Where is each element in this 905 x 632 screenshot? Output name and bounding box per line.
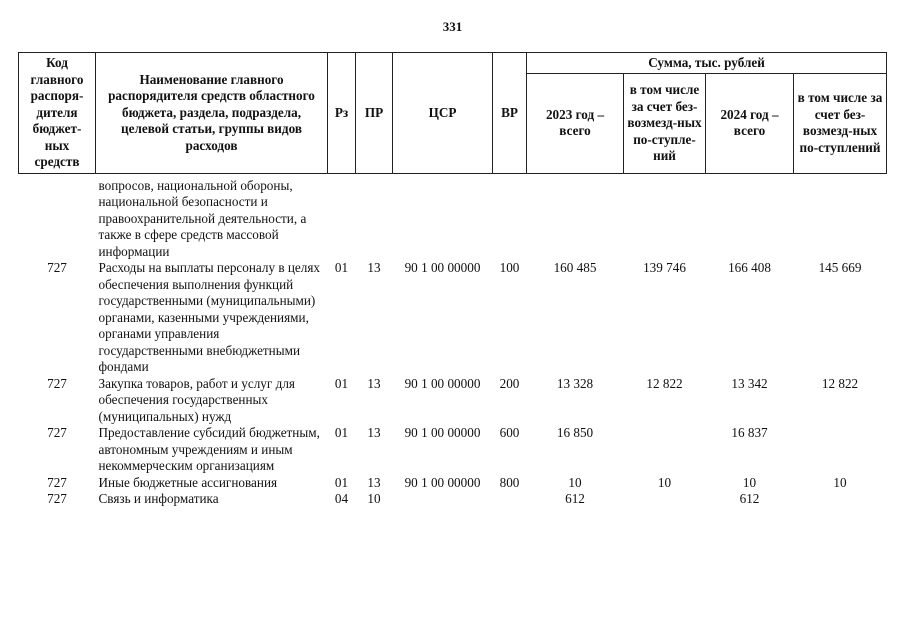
cell-2024-free: 145 669 bbox=[818, 260, 862, 275]
header-name: Наименование главного распорядителя средств областного бюджета, раздела, подраздела, целевой статьи, группы видов расходов bbox=[96, 53, 328, 174]
cell-2024-free: 10 bbox=[833, 474, 847, 490]
cell-2024-total: 612 bbox=[739, 491, 760, 506]
cell-2023-free: 10 bbox=[657, 474, 672, 490]
cell-csr bbox=[393, 491, 493, 508]
cell-2024-total: 166 408 bbox=[728, 260, 771, 275]
header-pr: ПР bbox=[356, 53, 393, 174]
cell-2023-total: 16 850 bbox=[556, 425, 594, 440]
cell-pr: 13 bbox=[367, 375, 381, 391]
header-vr: ВР bbox=[493, 53, 527, 174]
cell-csr: 90 1 00 00000 bbox=[404, 260, 481, 275]
header-2024-total: 2024 год – всего bbox=[706, 74, 794, 174]
cell-pr: 13 bbox=[367, 260, 381, 275]
cell-2023-total: 612 bbox=[565, 491, 585, 506]
cell-rz: 01 bbox=[334, 474, 349, 490]
cell-vr: 800 bbox=[499, 474, 520, 490]
page-number: 331 bbox=[442, 19, 463, 34]
cell-vr: 600 bbox=[499, 425, 520, 440]
cell-2023-free bbox=[624, 425, 706, 475]
cell-vr: 100 bbox=[499, 260, 520, 275]
header-sum-group: Сумма, тыс. рублей bbox=[527, 53, 887, 74]
cell-name: вопросов, национальной обороны, национальной безопасности и правоохранительной деятельности, а также в сфере средств массовой информации bbox=[98, 177, 307, 259]
cell-2023-total: 13 328 bbox=[556, 375, 594, 391]
cell-2023-free bbox=[624, 491, 706, 508]
cell-2023-free: 12 822 bbox=[646, 375, 683, 391]
cell-code: 727 bbox=[47, 425, 67, 440]
table-row bbox=[19, 425, 887, 475]
cell-rz: 01 bbox=[334, 425, 349, 440]
cell-code: 727 bbox=[47, 491, 67, 506]
budget-table bbox=[18, 52, 887, 508]
cell-2023-free bbox=[624, 173, 706, 260]
cell-2024-total: 13 342 bbox=[731, 375, 768, 391]
cell-rz: 01 bbox=[334, 260, 349, 275]
header-csr: ЦСР bbox=[393, 53, 493, 174]
cell-2023-total: 160 485 bbox=[553, 260, 597, 275]
header-2023-free: в том числе за счет без-возмезд-ных по-ступле-ний bbox=[624, 74, 706, 174]
header-2023-total: 2023 год – всего bbox=[527, 74, 624, 174]
cell-2023-free: 139 746 bbox=[643, 260, 686, 275]
cell-2024-total: 10 bbox=[742, 474, 757, 490]
table-row bbox=[19, 475, 887, 492]
cell-2023-total bbox=[527, 173, 624, 260]
cell-pr: 10 bbox=[367, 491, 381, 506]
cell-2024-free: 12 822 bbox=[821, 375, 859, 391]
table-row bbox=[19, 173, 887, 260]
cell-csr: 90 1 00 00000 bbox=[404, 425, 481, 440]
table-row bbox=[19, 376, 887, 426]
cell-2024-free bbox=[794, 173, 887, 260]
cell-name: Расходы на выплаты персоналу в целях обеспечения выполнения функций государственными (муниципальными) органами, казенными учреждениями, органами управления государственными внебюджетными фондами bbox=[98, 260, 321, 374]
cell-2024-free bbox=[794, 425, 887, 475]
cell-code bbox=[19, 173, 96, 260]
cell-code: 727 bbox=[47, 375, 67, 391]
cell-csr: 90 1 00 00000 bbox=[404, 474, 481, 490]
cell-pr bbox=[356, 173, 393, 260]
cell-pr: 13 bbox=[367, 474, 381, 490]
cell-code: 727 bbox=[47, 260, 67, 275]
cell-rz: 01 bbox=[334, 375, 349, 391]
cell-2024-free bbox=[794, 491, 887, 508]
table-body bbox=[19, 173, 887, 508]
cell-name: Иные бюджетные ассигнования bbox=[98, 474, 278, 490]
cell-2024-total bbox=[706, 173, 794, 260]
cell-csr bbox=[393, 173, 493, 260]
cell-2023-total: 10 bbox=[568, 474, 582, 490]
table-row bbox=[19, 260, 887, 376]
header-rz: Рз bbox=[328, 53, 356, 174]
cell-name: Предоставление субсидий бюджетным, автономным учреждениям и иным некоммерческим организациям bbox=[98, 425, 320, 473]
cell-rz: 04 bbox=[334, 491, 349, 506]
cell-vr: 200 bbox=[499, 375, 520, 391]
table-row bbox=[19, 491, 887, 508]
cell-rz bbox=[328, 173, 356, 260]
cell-vr bbox=[493, 173, 527, 260]
table-header bbox=[19, 53, 887, 174]
cell-name: Закупка товаров, работ и услуг для обеспечения государственных (муниципальных) нужд bbox=[98, 375, 295, 424]
cell-csr: 90 1 00 00000 bbox=[404, 375, 481, 391]
cell-pr: 13 bbox=[367, 425, 381, 440]
cell-name: Связь и информатика bbox=[98, 491, 219, 506]
header-2024-free: в том числе за счет без-возмезд-ных по-ступлений bbox=[794, 74, 887, 174]
cell-2024-total: 16 837 bbox=[731, 425, 768, 440]
cell-vr bbox=[493, 491, 527, 508]
header-code: Код главного распоря-дителя бюджет-ных средств bbox=[19, 53, 96, 174]
cell-code: 727 bbox=[47, 474, 67, 490]
